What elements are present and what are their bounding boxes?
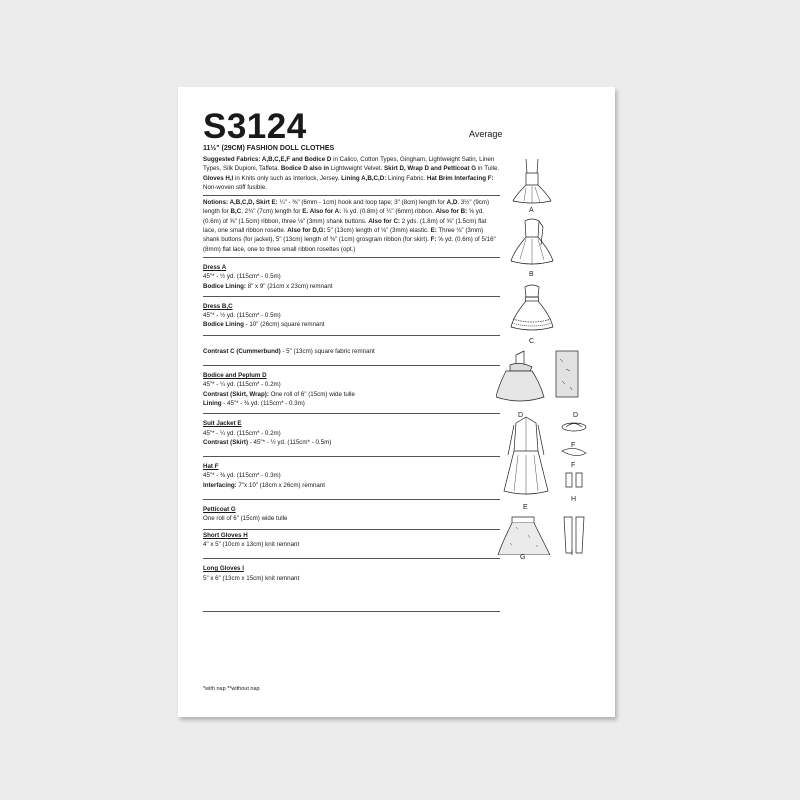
section-short-gloves-h: Short Gloves H 4" x 5" (10cm x 13cm) knit remnant [203, 531, 500, 560]
section-dress-a: Dress A 45"* - ½ yd. (115cm* - 0.5m) Bodice Lining: 8" x 9" (21cm x 23cm) remnant [203, 263, 500, 297]
section-long-gloves-i: Long Gloves I 5" x 6" (13cm x 15cm) knit remnant [203, 564, 500, 612]
section-hat-f: Hat F 45"* - ⅜ yd. (115cm* - 0.3m) Interfacing: 7"x 10" (18cm x 26cm) remnant [203, 462, 500, 500]
view-d-illustration [496, 351, 578, 419]
pattern-subtitle: 11½" (29CM) FASHION DOLL CLOTHES [203, 145, 335, 152]
view-label: H [571, 496, 577, 503]
section-contrast-c: Contrast C (Cummerbund) - 5" (13cm) square fabric remnant [203, 341, 500, 366]
view-i-illustration [564, 517, 584, 553]
view-e-illustration [504, 417, 548, 511]
nap-footnote: *with nap **without nap [203, 686, 260, 692]
view-label: C [529, 338, 535, 345]
pattern-envelope-back [178, 87, 615, 717]
view-g-illustration [498, 517, 550, 555]
notions: Notions: A,B,C,D, Skirt E: ¼" - ⅜" (6mm - 1cm) hook and loop tape; 3" (8cm) length for A,D, 3½" (9cm) length for B,C, 2¾" (7cm) length for E. Also for A: ⅞ yd. (0.8m) of ¼" (6mm) ribbon. Also for B: ⅝ yd. (0.6m) of ⅝" (1.5cm) ribbon, three ⅛" (3mm) shank buttons. Also for C: 2 yds. (1.8m) of ⅝" (1.5cm) flat lace, one small ribbon rosette. Also for D,G: 5" (13cm) length of ⅛" (3mm) elastic. E: Three ⅛" (3mm) shank buttons (for jacket), 5" (13cm) length of ⅜" (1cm) grosgrain ribbon (for skirt). F: ⅝ yd. (0.6m) of 5/16" (8mm) flat lace, one to three small ribbon rosettes (opt.) [203, 198, 500, 258]
section-bodice-peplum-d: Bodice and Peplum D 45"* - ¼ yd. (115cm* - 0.2m) Contrast (Skirt, Wrap): One roll of 6" (15cm) wide tulle Lining - 45"* - ⅜ yd. (115cm* - 0.3m) [203, 371, 500, 414]
section-dress-bc: Dress B,C 45"* - ½ yd. (115cm* - 0.5m) Bodice Lining - 10" (26cm) square remnant [203, 302, 500, 336]
view-illustrations [496, 155, 612, 561]
view-f-illustration [562, 423, 586, 469]
view-h-illustration [566, 473, 582, 503]
view-g-label: G [520, 554, 526, 561]
section-petticoat-g: Petticoat G One roll of 6" (15cm) wide tulle [203, 505, 500, 530]
view-label: B [529, 271, 534, 278]
view-b-illustration [511, 219, 553, 278]
view-i-label: I [571, 550, 573, 557]
view-label: D [573, 412, 579, 419]
difficulty-label: Average [469, 129, 503, 139]
view-label: F [571, 442, 576, 449]
section-suit-jacket-e: Suit Jacket E 45"* - ¼ yd. (115cm* - 0.2m) Contrast (Skirt) - 45"* - ½ yd. (115cm* - 0.5m) [203, 419, 500, 457]
view-label: F [571, 462, 576, 469]
pattern-number: S3124 [203, 107, 307, 146]
view-label: A [529, 207, 534, 214]
view-c-illustration [511, 285, 553, 345]
view-a-illustration [513, 159, 551, 214]
yardage-chart [203, 155, 500, 612]
view-label: E [523, 504, 528, 511]
suggested-fabrics: Suggested Fabrics: A,B,C,E,F and Bodice D in Calico, Cotton Types, Gingham, Lightweight Satin, Linen Types, Silk Dupioni, Taffeta. Bodice D also in Lightweight Velvet. Skirt D, Wrap D and Petticoat G in Tulle. Gloves H,I in Knits only such as Interlock, Jersey. Lining A,B,C,D: Lining Fabric. Hat Brim Interfacing F: Non-woven stiff fusible. [203, 155, 500, 196]
view-label: D [518, 412, 524, 419]
